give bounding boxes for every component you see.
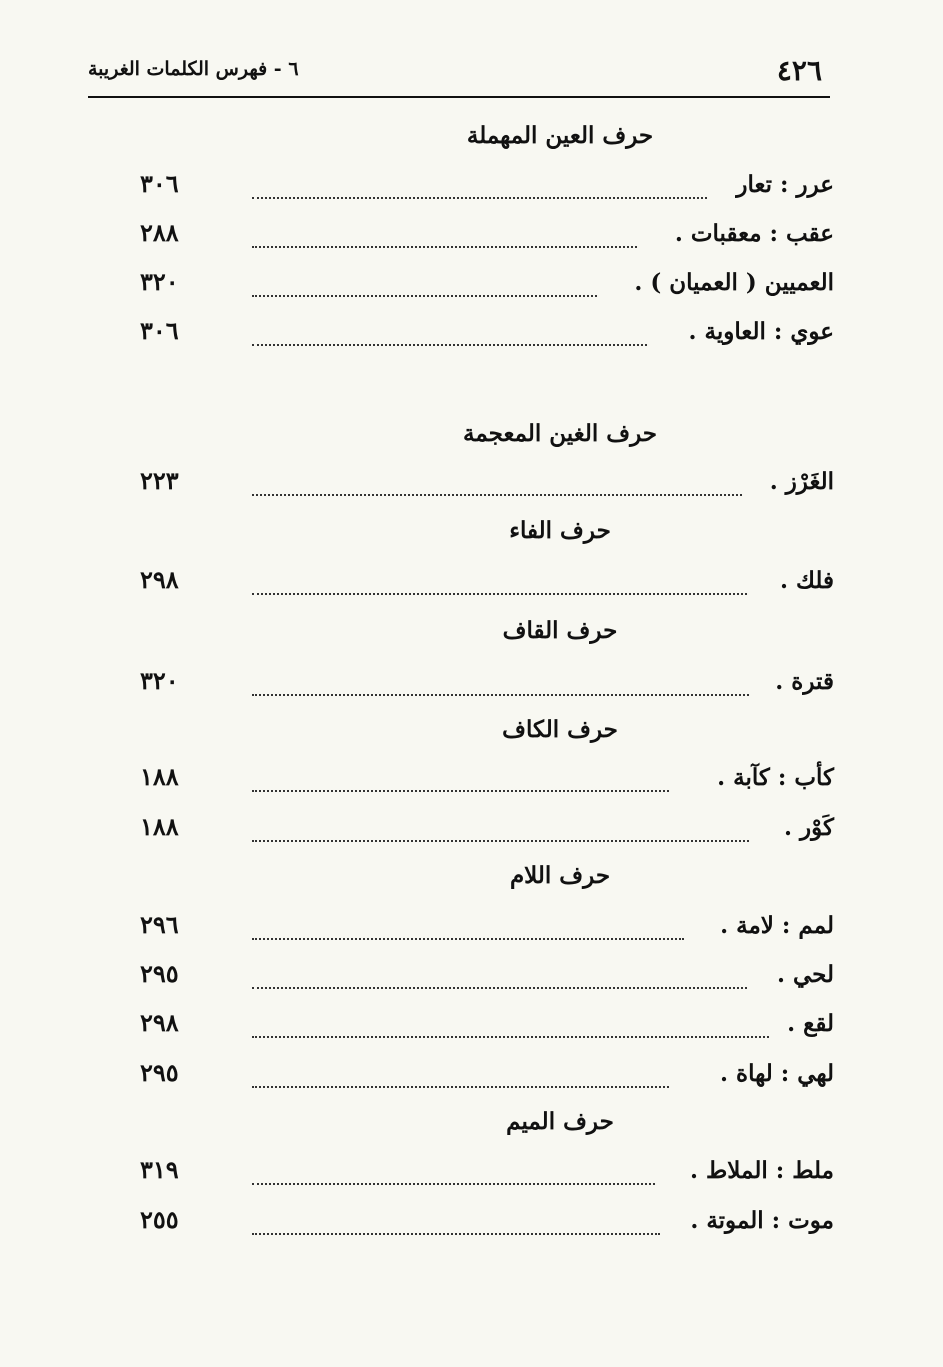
- section-heading: حرف الميم: [506, 1108, 614, 1135]
- entry-word: قترة .: [775, 668, 834, 695]
- entry-page-number: ٣٢٠: [140, 666, 179, 695]
- dot-leader: [252, 1036, 769, 1038]
- entry-word: موت : الموتة .: [690, 1207, 834, 1234]
- entry-page-number: ٣٢٠: [140, 267, 179, 296]
- dot-leader: [252, 197, 707, 199]
- entry-word: العميين ( العميان ) .: [634, 269, 834, 296]
- entry-page-number: ١٨٨: [140, 812, 179, 841]
- entry-page-number: ٣٠٦: [140, 169, 179, 198]
- dot-leader: [252, 593, 747, 595]
- index-entry: [140, 959, 834, 995]
- section-heading: حرف العين المهملة: [466, 122, 654, 149]
- entry-word: لهي : لهاة .: [720, 1060, 834, 1087]
- entry-page-number: ٢٩٥: [140, 1058, 179, 1087]
- page-number: ٤٢٦: [776, 54, 822, 87]
- entry-page-number: ٣٠٦: [140, 316, 179, 345]
- entry-page-number: ٢٥٥: [140, 1205, 179, 1234]
- entry-word: عرر : تعار: [736, 171, 834, 198]
- section-heading: حرف الغين المعجمة: [463, 420, 657, 447]
- entry-page-number: ٢٩٦: [140, 910, 179, 939]
- entry-word: لقع .: [787, 1010, 834, 1037]
- index-entry: [140, 1205, 834, 1241]
- entry-page-number: ١٨٨: [140, 762, 179, 791]
- dot-leader: [252, 295, 597, 297]
- index-entry: [140, 316, 834, 352]
- entry-word: الغَرْز .: [769, 468, 834, 495]
- dot-leader: [252, 494, 742, 496]
- entry-page-number: ٢٩٨: [140, 1008, 179, 1037]
- dot-leader: [252, 1086, 669, 1088]
- index-entry: [140, 169, 834, 205]
- running-title: ٦ - فهرس الكلمات الغريبة: [88, 58, 299, 80]
- index-entry: [140, 1008, 834, 1044]
- section-heading: حرف الفاء: [509, 517, 611, 544]
- dot-leader: [252, 1183, 655, 1185]
- index-entry: [140, 1155, 834, 1191]
- index-entry: [140, 267, 834, 303]
- entry-word: لمم : لامة .: [720, 912, 834, 939]
- entry-word: عقب : معقبات .: [674, 220, 834, 247]
- entry-page-number: ٢٨٨: [140, 218, 179, 247]
- entry-word: لحي .: [776, 961, 834, 988]
- entry-word: كَوْر .: [784, 814, 834, 841]
- index-entry: [140, 812, 834, 848]
- section-heading: حرف اللام: [509, 862, 611, 889]
- index-entry: [140, 565, 834, 601]
- dot-leader: [252, 790, 669, 792]
- section-heading: حرف الكاف: [502, 716, 618, 743]
- entry-word: ملط : الملاط .: [690, 1157, 834, 1184]
- dot-leader: [252, 1233, 660, 1235]
- index-entry: [140, 218, 834, 254]
- dot-leader: [252, 246, 637, 248]
- section-heading: حرف القاف: [502, 617, 618, 644]
- index-entry: [140, 466, 834, 502]
- dot-leader: [252, 344, 647, 346]
- index-entry: [140, 910, 834, 946]
- entry-page-number: ٣١٩: [140, 1155, 179, 1184]
- index-entry: [140, 762, 834, 798]
- entry-word: عوي : العاوية .: [688, 318, 834, 345]
- entry-page-number: ٢٢٣: [140, 466, 179, 495]
- index-entry: [140, 1058, 834, 1094]
- dot-leader: [252, 694, 749, 696]
- entry-word: كأب : كآبة .: [717, 764, 834, 791]
- page-header: [88, 52, 830, 98]
- dot-leader: [252, 987, 747, 989]
- entry-page-number: ٢٩٨: [140, 565, 179, 594]
- entry-word: فلك .: [779, 567, 834, 594]
- dot-leader: [252, 840, 749, 842]
- index-entry: [140, 666, 834, 702]
- dot-leader: [252, 938, 684, 940]
- entry-page-number: ٢٩٥: [140, 959, 179, 988]
